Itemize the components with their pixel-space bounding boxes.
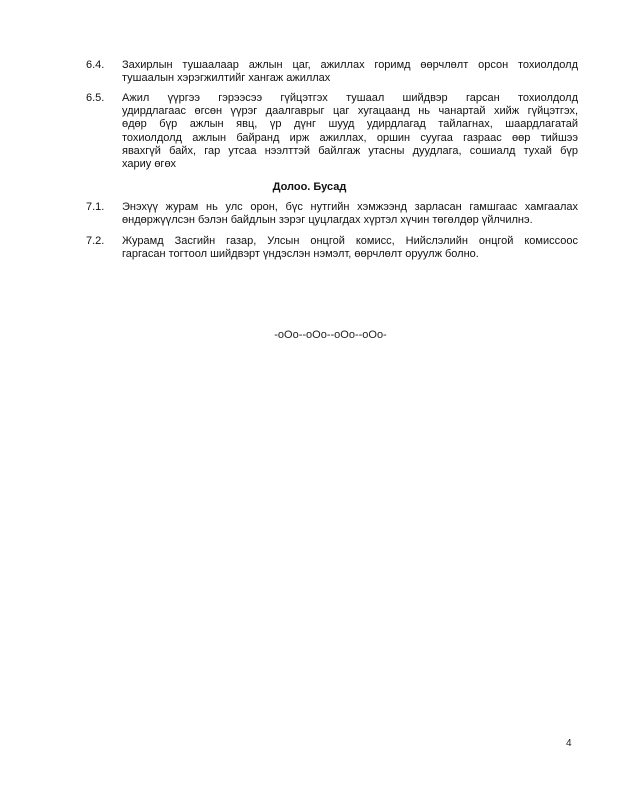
item-text (122, 201, 578, 227)
list-item-7-1 (86, 201, 578, 227)
item-text (122, 235, 578, 261)
item-text (122, 92, 578, 171)
closing-ornament: -oOo--oOo--oOo--oOo- (274, 329, 387, 341)
item-line: Энэхүү журам нь улс орон, бүс нутгийн хэмжээнд зарласан гамшгаас хамгаалах (122, 201, 578, 213)
item-text (122, 59, 578, 85)
item-line: Журамд Засгийн газар, Улсын онцгой комисс, Нийслэлийн онцгой комиссоос (122, 235, 578, 247)
item-number: 7.2. (86, 235, 105, 247)
list-item-6-4 (86, 59, 578, 85)
item-line: Ажил үүргээ гэрээсээ гүйцэтгэх тушаал шийдвэр гарсан тохиолдолд (122, 92, 578, 104)
item-line: хариу өгөх (122, 158, 177, 171)
item-number: 6.4. (86, 59, 105, 71)
item-number: 6.5. (86, 92, 105, 104)
item-line: Захирлын тушаалаар ажлын цаг, ажиллах горимд өөрчлөлт орсон тохиолдолд (122, 59, 578, 71)
item-line: тохиолдолд ажлын байранд ирж ажиллах, оршин суугаа газраас өөр тийшээ (122, 131, 578, 144)
item-line: гаргасан тогтоол шийдвэрт үндэслэн нэмэлт, өөрчлөлт оруулж болно. (122, 248, 479, 261)
section-heading: Долоо. Бусад (272, 181, 347, 193)
list-item-7-2 (86, 235, 578, 261)
item-number: 7.1. (86, 201, 105, 213)
item-line: явахгүй байх, гар утсаа нээлттэй байлгаж утасны дуудлага, сошиалд тухай бүр (122, 144, 578, 157)
list-item-6-5 (86, 92, 578, 171)
item-line: удирдлагаас өгсөн үүрэг даалгаврыг цаг хугацаанд нь чанартай хийж гүйцэтгэх, (122, 105, 578, 118)
item-line: өдөр бүр ажлын явц, үр дүнг шууд удирдлагад тайлагнах, шаардлагатай (122, 118, 578, 131)
page-number: 4 (566, 738, 572, 749)
item-line: өндөржүүлсэн бэлэн байдлын зэрэг цуцлагдах хүртэл хүчин төгөлдөр үйлчилнэ. (122, 214, 533, 227)
item-line: тушаалын хэрэгжилтийг хангаж ажиллах (122, 72, 331, 85)
